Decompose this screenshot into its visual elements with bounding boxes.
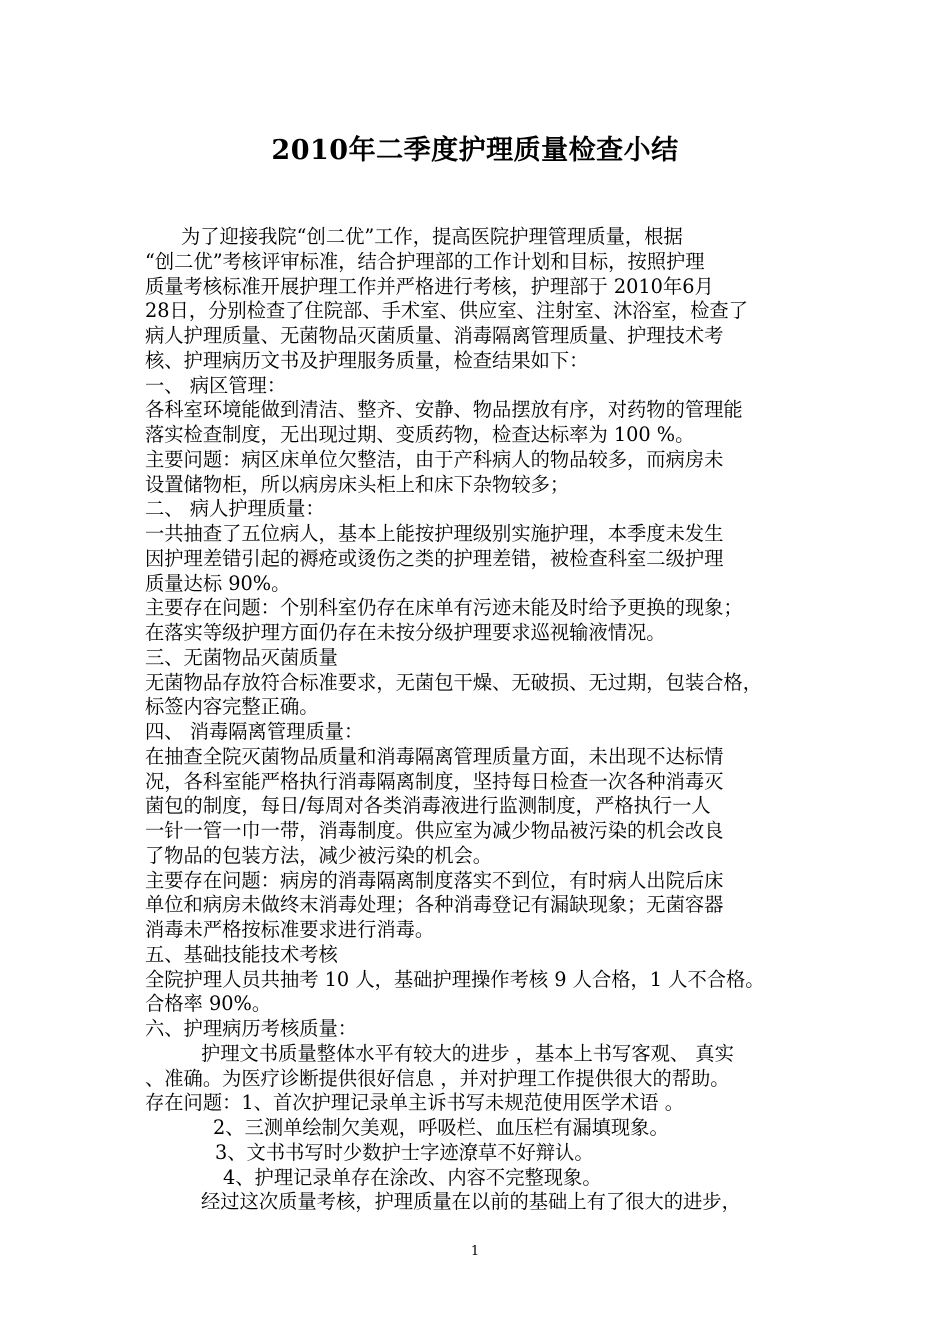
text-line: 因护理差错引起的褥疮或烫伤之类的护理差错，被检查科室二级护理 bbox=[145, 546, 724, 570]
text-line: 质量考核标准开展护理工作并严格进行考核，护理部于 2010年6月 bbox=[145, 274, 714, 298]
text-line: 一针一管一巾一带，消毒制度。供应室为减少物品被污染的机会改良 bbox=[145, 819, 724, 842]
text-line: 4、护理记录单存在涂改、内容不完整现象。 bbox=[223, 1165, 602, 1189]
text-line: 五、基础技能技术考核 bbox=[145, 942, 338, 966]
text-line: 各科室环境能做到清洁、整齐、安静、物品摆放有序，对药物的管理能 bbox=[145, 398, 743, 422]
document-title: 2010年二季度护理质量检查小结 bbox=[271, 135, 679, 166]
text-line: 3、文书书写时少数护士字迹潦草不好辩认。 bbox=[215, 1140, 594, 1164]
text-line: 况，各科室能严格执行消毒隔离制度，坚持每日检查一次各种消毒灭 bbox=[145, 769, 724, 793]
text-line: “创二优”考核评审标准，结合护理部的工作计划和目标，按照护理 bbox=[145, 249, 705, 273]
text-line: 四、 消毒隔离管理质量： bbox=[145, 720, 364, 743]
text-line: 一共抽查了五位病人，基本上能按护理级别实施护理，本季度未发生 bbox=[145, 522, 724, 545]
text-line: 2、三测单绘制欠美观，呼吸栏、血压栏有漏填现象。 bbox=[213, 1116, 669, 1139]
text-line: 主要存在问题：个别科室仍存在床单有污迹未能及时给予更换的现象； bbox=[145, 596, 743, 620]
text-line: 28日，分别检查了住院部、手术室、供应室、注射室、沐浴室，检查了 bbox=[145, 299, 748, 323]
text-line: 存在问题：1、首次护理记录单主诉书写未规范使用医学术语 。 bbox=[145, 1091, 684, 1115]
text-line: 核、护理病历文书及护理服务质量，检查结果如下： bbox=[145, 348, 589, 372]
text-line: 设置储物柜，所以病房床头柜上和床下杂物较多； bbox=[145, 472, 570, 496]
text-line: 六、护理病历考核质量： bbox=[145, 1017, 358, 1040]
text-line: 为了迎接我院“创二优”工作，提高医院护理管理质量，根据 bbox=[181, 225, 683, 248]
text-line: 病人护理质量、无菌物品灭菌质量、消毒隔离管理质量、护理技术考 bbox=[145, 324, 724, 347]
text-line: 主要存在问题：病房的消毒隔离制度落实不到位，有时病人出院后床 bbox=[145, 868, 724, 892]
text-line: 在落实等级护理方面仍存在未按分级护理要求巡视输液情况。 bbox=[145, 621, 666, 644]
page-number: 1 bbox=[470, 1244, 480, 1259]
text-line: 二、 病人护理质量： bbox=[145, 497, 325, 521]
text-line: 落实检查制度，无出现过期、变质药物，检查达标率为 100 %。 bbox=[145, 423, 695, 446]
text-line: 了物品的包装方法，减少被污染的机会。 bbox=[145, 843, 493, 867]
text-line: 合格率 90%。 bbox=[145, 992, 272, 1016]
text-line: 单位和病房未做终末消毒处理；各种消毒登记有漏缺现象；无菌容器 bbox=[145, 893, 724, 917]
text-line: 标签内容完整正确。 bbox=[145, 695, 319, 719]
text-line: 全院护理人员共抽考 10 人，基础护理操作考核 9 人合格，1 人不合格。 bbox=[145, 967, 765, 991]
text-line: 一、 病区管理： bbox=[145, 373, 287, 397]
text-line: 在抽查全院灭菌物品质量和消毒隔离管理质量方面，未出现不达标情 bbox=[145, 744, 724, 768]
document-body bbox=[145, 225, 813, 1215]
text-line: 菌包的制度，每日/每周对各类消毒液进行监测制度，严格执行一人 bbox=[145, 794, 711, 818]
text-line: 质量达标 90%。 bbox=[145, 571, 291, 595]
text-line: 护理文书质量整体水平有较大的进步 ，基本上书写客观、 真实 bbox=[201, 1041, 734, 1065]
text-line: 消毒未严格按标准要求进行消毒。 bbox=[145, 918, 435, 941]
text-line: 、准确。为医疗诊断提供很好信息 ，并对护理工作提供很大的帮助。 bbox=[145, 1066, 730, 1090]
text-line: 主要问题：病区床单位欠整洁，由于产科病人的物品较多，而病房未 bbox=[145, 447, 724, 471]
text-line: 经过这次质量考核，护理质量在以前的基础上有了很大的进步， bbox=[201, 1190, 741, 1214]
text-line: 无菌物品存放符合标准要求，无菌包干燥、无破损、无过期，包装合格， bbox=[145, 670, 762, 694]
text-line: 三、无菌物品灭菌质量 bbox=[145, 645, 338, 669]
